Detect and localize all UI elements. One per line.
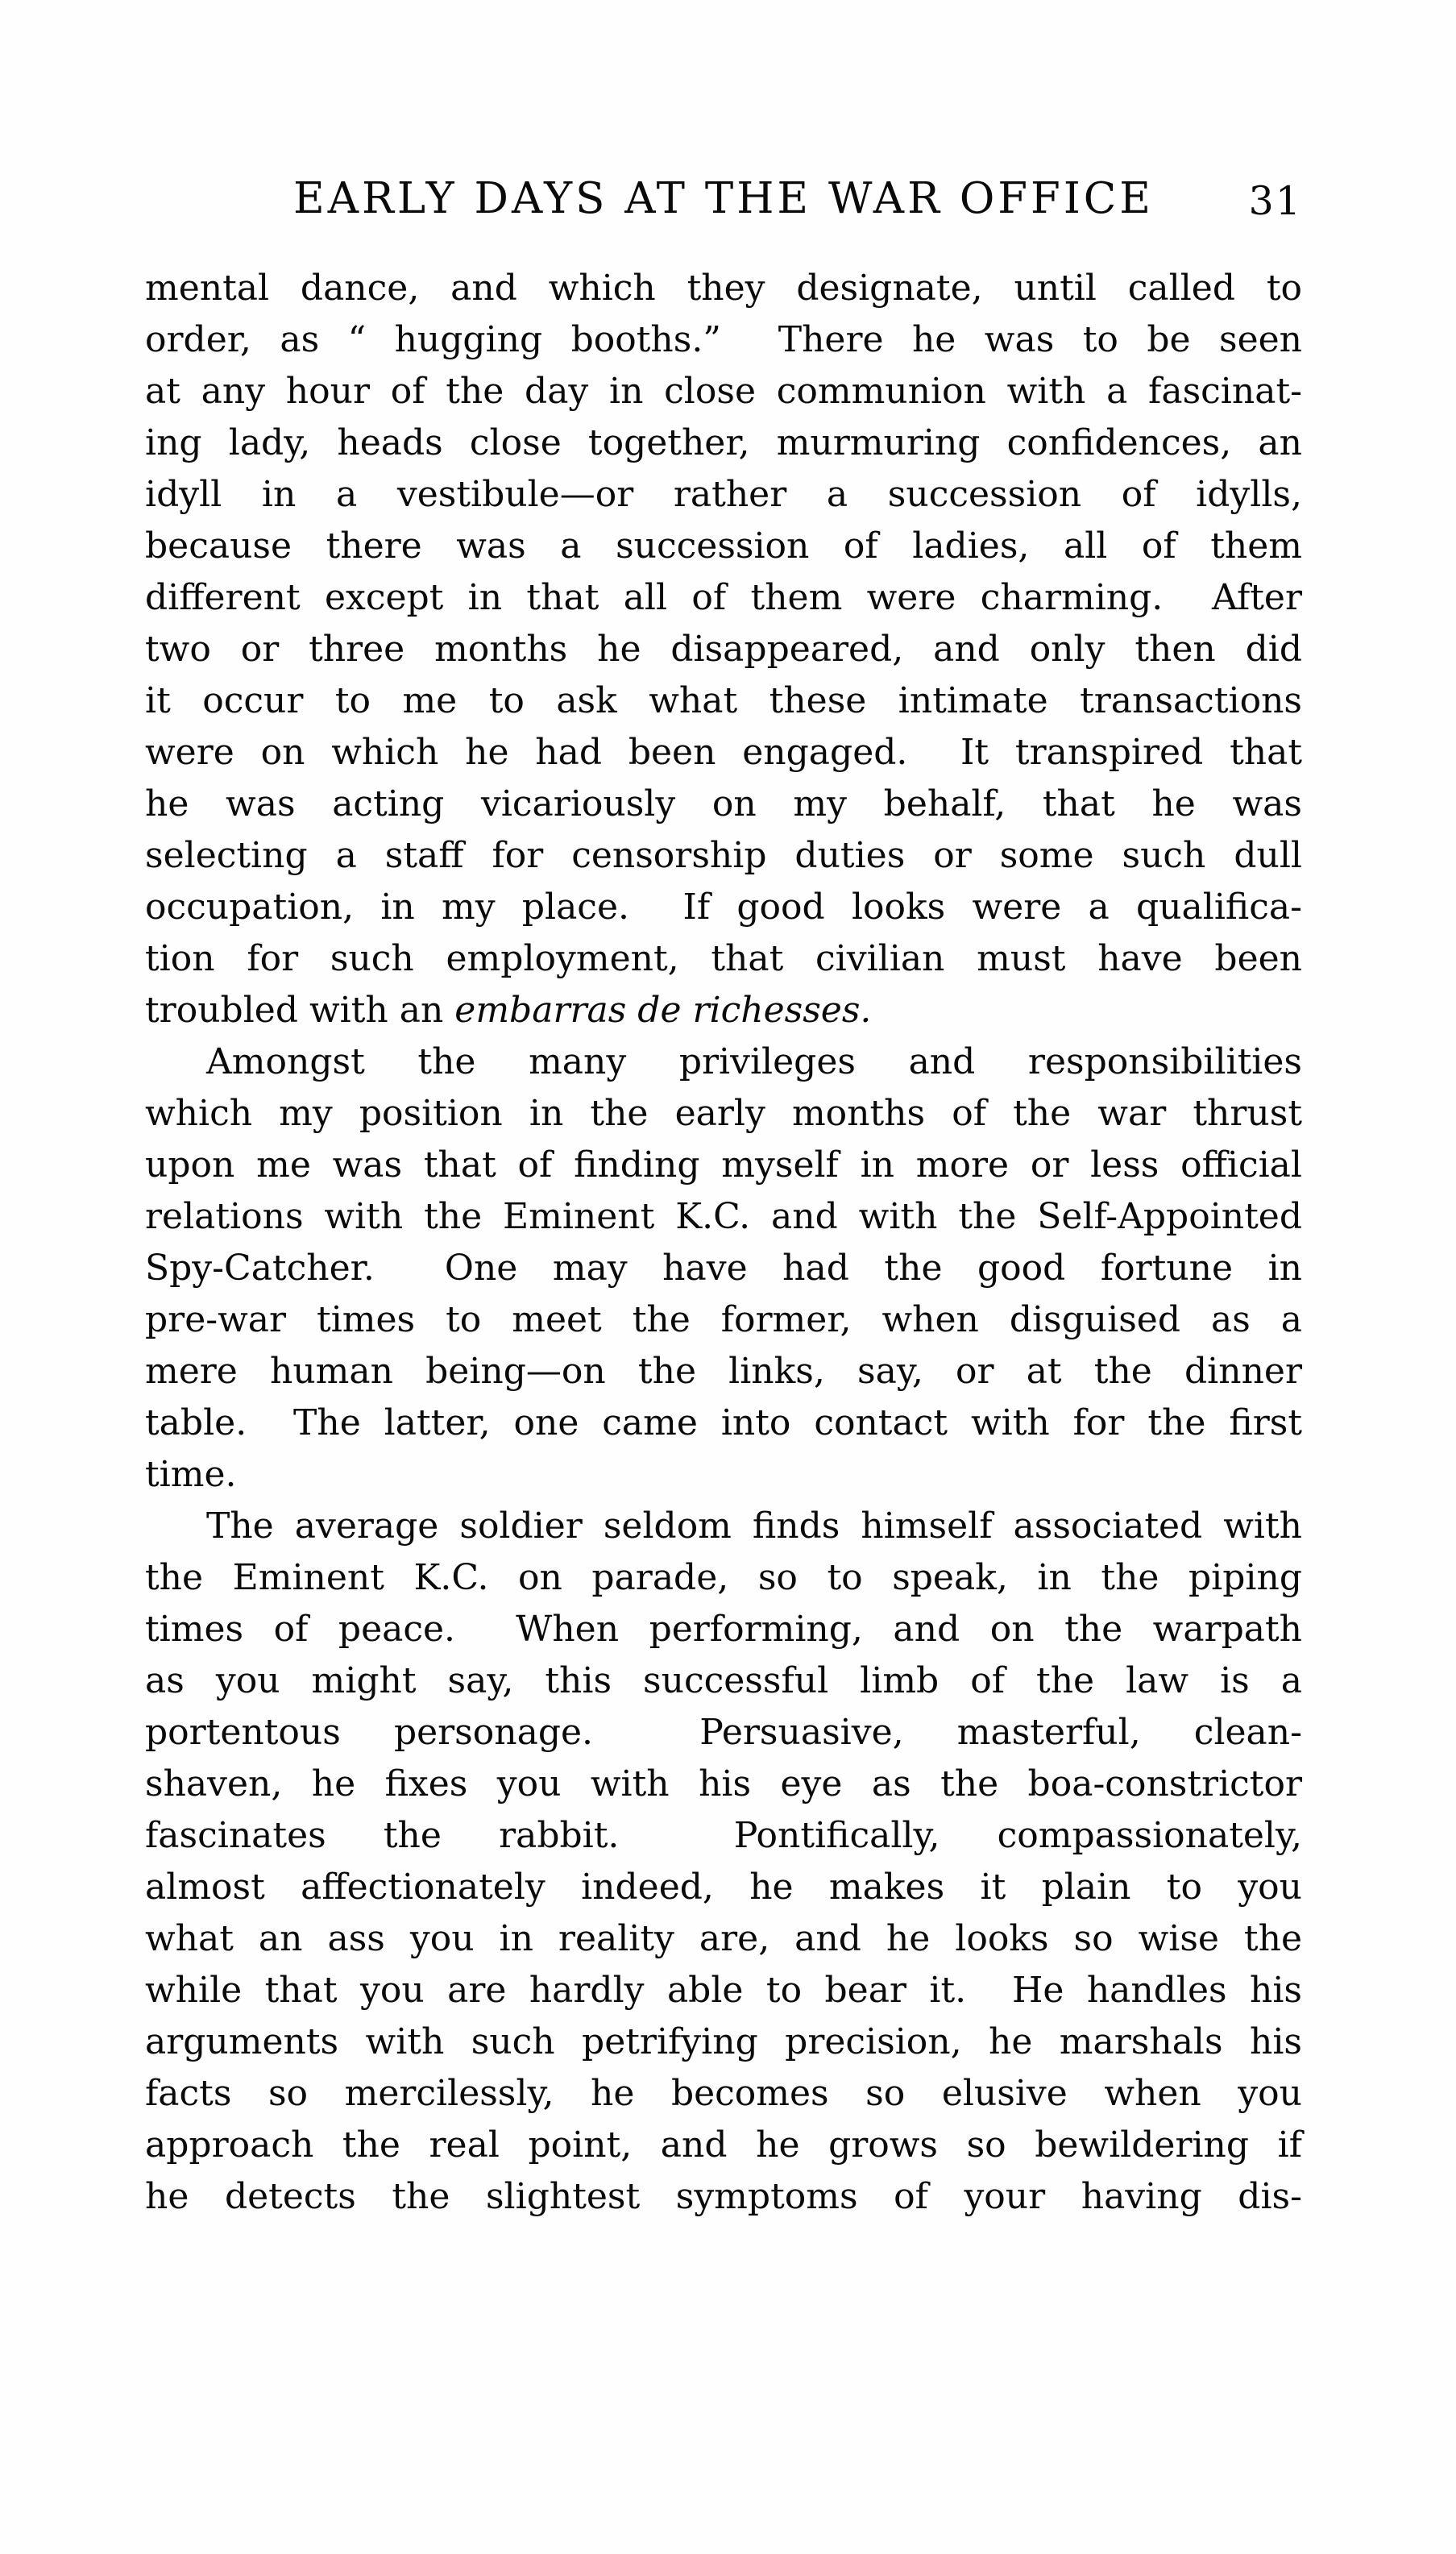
text-line: tion for such employment, that civilian must have been [145,938,1302,979]
text-line: portentous personage. Persuasive, masterful, clean- [145,1712,1302,1753]
text-line: approach the real point, and he grows so bewildering if [145,2124,1302,2166]
paragraph [145,1036,1302,1501]
text-line: pre-war times to meet the former, when disguised as a [145,1299,1302,1340]
text-line: shaven, he fixes you with his eye as the boa-constrictor [145,1763,1302,1804]
paragraph [145,263,1302,1036]
text-line: times of peace. When performing, and on the warpath [145,1609,1302,1650]
text-line: he detects the slightest symptoms of your having dis- [145,2176,1302,2217]
body-text [145,263,1302,2223]
text-line: the Eminent K.C. on parade, so to speak, in the piping [145,1557,1302,1598]
text-line: while that you are hardly able to bear it. He handles his [145,1970,1302,2011]
text-line: fascinates the rabbit. Pontifically, compassionately, [145,1815,1302,1856]
text-line: at any hour of the day in close communion with a fascinat- [145,371,1302,412]
text-line: he was acting vicariously on my behalf, that he was [145,783,1302,824]
text-line: order, as “ hugging booths.” There he was to be seen [145,319,1302,360]
text-line: it occur to me to ask what these intimate transactions [145,680,1302,721]
text-line: which my position in the early months of the war thrust [145,1093,1302,1134]
text-line: Spy-Catcher. One may have had the good fortune in [145,1248,1302,1289]
paragraph [145,1501,1302,2223]
text-line: mental dance, and which they designate, until called to [145,268,1302,309]
text-line: mere human being—on the links, say, or at the dinner [145,1351,1302,1392]
text-line: as you might say, this successful limb of the law is a [145,1660,1302,1701]
text-line: arguments with such petrifying precision, he marshals his [145,2021,1302,2062]
text-line: Amongst the many privileges and responsibilities [206,1041,1302,1082]
page-number: 31 [1248,178,1302,224]
text-line: upon me was that of finding myself in more or less official [145,1144,1302,1186]
text-line: occupation, in my place. If good looks were a qualifica- [145,887,1302,928]
text-line: selecting a staff for censorship duties or some such dull [145,835,1302,876]
text-line: what an ass you in reality are, and he looks so wise the [145,1918,1302,1959]
text-line: time. [145,1454,237,1495]
text-line: different except in that all of them were charming. After [145,577,1302,618]
text-line: two or three months he disappeared, and only then did [145,629,1302,670]
text-line: table. The latter, one came into contact with for the first [145,1402,1302,1443]
text-line: were on which he had been engaged. It transpired that [145,732,1302,773]
text-line: relations with the Eminent K.C. and with the Self-Appointed [145,1196,1302,1237]
text-line: because there was a succession of ladies, all of them [145,525,1302,567]
text-line: troubled with an embarras de richesses. [145,990,872,1031]
text-line: The average soldier seldom finds himself associated with [206,1505,1302,1547]
text-line: idyll in a vestibule—or rather a succession of idylls, [145,474,1302,515]
text-line: ing lady, heads close together, murmuring confidences, an [145,422,1302,463]
text-line: facts so mercilessly, he becomes so elusive when you [145,2073,1302,2114]
text-line: almost affectionately indeed, he makes it plain to you [145,1867,1302,1908]
page-title: EARLY DAYS AT THE WAR OFFICE [293,174,1154,223]
running-header [145,174,1302,224]
